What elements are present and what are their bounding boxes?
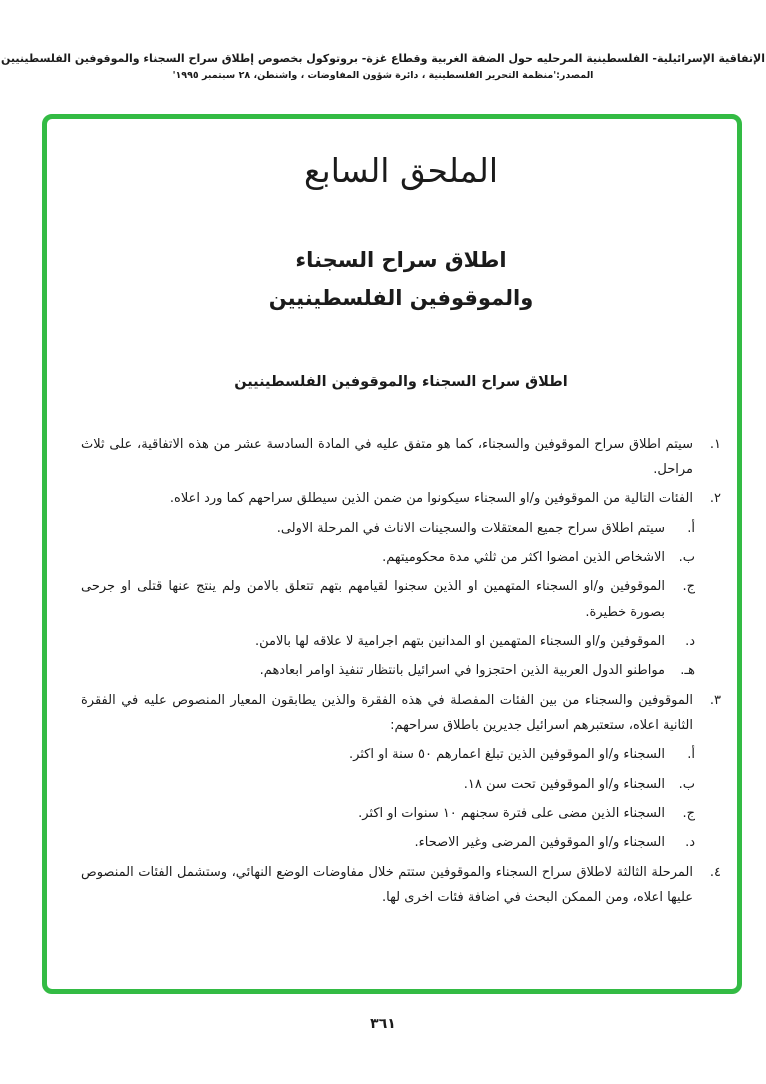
- sub-paragraph: [81, 545, 695, 570]
- item-number: أ.: [687, 747, 695, 763]
- item-text: السجناء و/او الموقوفين تحت سن ١٨.: [463, 776, 665, 792]
- item-text: المرحلة الثالثة لاطلاق سراح السجناء والموقوفين ستتم خلال مفاوضات الوضع النهائي، وستشمل الفئات المنصوص عليها اعلاه، ومن الممكن البحث في اضافة فئات اخرى لها.: [81, 864, 693, 906]
- item-text: الموقوفين و/او السجناء المتهمين او المدانين بتهم اجرامية لا علاقه لها بالامن.: [254, 634, 665, 649]
- sub-paragraph: [81, 772, 695, 797]
- item-number: ج.: [682, 579, 695, 595]
- annex-title: الملحق السابع: [303, 151, 498, 190]
- sub-paragraph: [81, 830, 695, 855]
- item-number: ٣.: [709, 692, 721, 708]
- item-text: الموقوفين و/او السجناء المتهمين او الذين سجنوا لقيامهم بتهم تتعلق بالامن ولم ينتج عنها قتلى او جرحى بصورة خطيرة.: [81, 579, 665, 620]
- item-number: ب.: [678, 776, 695, 792]
- item-text: السجناء و/او الموقوفين الذين تبلغ اعمارهم ٥٠ سنة او اكثر.: [348, 747, 665, 763]
- paragraph: [81, 486, 721, 511]
- item-number: د.: [685, 835, 695, 851]
- item-number: ج.: [682, 806, 695, 822]
- document-frame: [42, 114, 742, 994]
- sub-paragraph: [81, 516, 695, 541]
- item-number: هـ.: [680, 663, 695, 679]
- document-header: [0, 52, 766, 81]
- sub-paragraph: [81, 629, 695, 654]
- item-number: د.: [685, 634, 695, 649]
- item-text: الاشخاص الذين امضوا اكثر من ثلثي مدة محكوميتهم.: [382, 549, 665, 565]
- paragraph: [81, 432, 721, 483]
- main-title-line1: اطلاق سراح السجناء: [295, 248, 507, 272]
- item-text: الفئات التالية من الموقوفين و/او السجناء سيكونوا من ضمن الذين سيطلق سراحهم كما ورد اعلاه.: [169, 491, 693, 507]
- paragraph-list: [81, 432, 721, 911]
- paragraph: [81, 860, 721, 911]
- item-number: ٤.: [709, 864, 721, 880]
- item-text: مواطنو الدول العربية الذين احتجزوا في اسرائيل بانتظار تنفيذ اوامر ابعادهم.: [259, 663, 665, 679]
- item-number: ب.: [678, 549, 695, 565]
- sub-paragraph: [81, 574, 695, 625]
- section-subtitle: اطلاق سراح السجناء والموقوفين الفلسطينيين: [234, 373, 568, 390]
- header-title: الإتفاقية الإسرائيلية- الفلسطينية المرحليه حول الضفة الغربية وقطاع غزة- بروتوكول بخصوص إطلاق سراح السجناء والموقوفين الفلسطينيين: [1, 52, 765, 65]
- paragraph: [81, 688, 721, 739]
- page-number: ٣٦١: [370, 1016, 396, 1032]
- item-text: سيتم اطلاق سراح جميع المعتقلات والسجينات الاناث في المرحلة الاولى.: [276, 520, 665, 536]
- item-number: ١.: [709, 436, 721, 452]
- header-source: المصدر:'منظمة التحرير الفلسطينية ، دائرة شؤون المفاوضات ، واشنطن، ٢٨ سبتمبر ١٩٩٥': [172, 70, 594, 81]
- main-title: [81, 242, 721, 318]
- sub-paragraph: [81, 658, 695, 683]
- item-text: الموقوفين والسجناء من بين الفئات المفصلة في هذه الفقرة والذين يطابقون المعيار المنصوص عليه في الفقرة الثانية اعلاه، ستعتبرهم اسرائيل جديرين باطلاق سراحهم:: [81, 692, 693, 734]
- item-text: السجناء و/او الموقوفين المرضى وغير الاصحاء.: [414, 835, 665, 851]
- main-title-line2: والموقوفين الفلسطينيين: [268, 285, 534, 310]
- item-number: ٢.: [709, 491, 721, 507]
- item-number: أ.: [687, 520, 695, 536]
- item-text: سيتم اطلاق سراح الموقوفين والسجناء، كما هو متفق عليه في المادة السادسة عشر من هذه الاتفاقية، على ثلاث مراحل.: [81, 436, 693, 477]
- sub-paragraph: [81, 742, 695, 767]
- sub-paragraph: [81, 801, 695, 826]
- item-text: السجناء الذين مضى على فترة سجنهم ١٠ سنوات او اكثر.: [358, 806, 665, 822]
